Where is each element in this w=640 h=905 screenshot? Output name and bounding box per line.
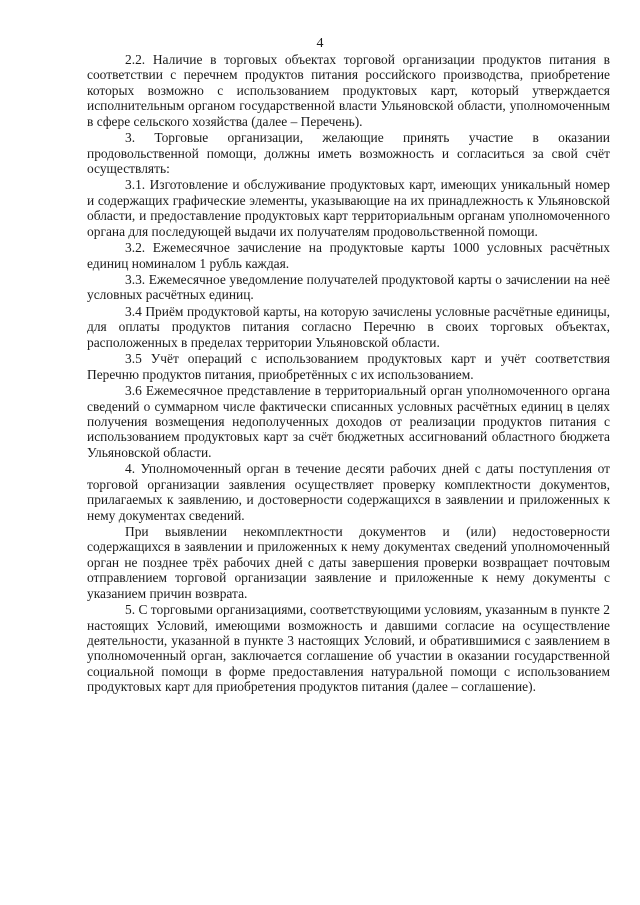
paragraph-3-2: 3.2. Ежемесячное зачисление на продуктовые карты 1000 условных расчётных единиц номиналом 1 рубль каждая. bbox=[87, 240, 610, 271]
paragraph-3-1: 3.1. Изготовление и обслуживание продуктовых карт, имеющих уникальный номер и содержащих графические элементы, указывающие на их принадлежность к Ульяновской области, и предоставление продуктовых карт территориальным органам уполномоченного органа для последующей выдачи их получателям продовольственной помощи. bbox=[87, 177, 610, 239]
paragraph-5: 5. С торговыми организациями, соответствующими условиям, указанным в пункте 2 настоящих Условий, имеющими возможность и давшими согласие на осуществление деятельности, указанной в пункте 3 настоящих Условий, и обратившимися с заявлением в уполномоченный орган, заключается соглашение об участии в оказании государственной социальной помощи в форме предоставления натуральной помощи с использованием продуктовых карт для приобретения продуктов питания (далее – соглашение). bbox=[87, 602, 610, 695]
paragraph-3-4: 3.4 Приём продуктовой карты, на которую зачислены условные расчётные единицы, для оплаты продуктов питания согласно Перечню в своих торговых объектах, расположенных в пределах территории Ульяновской области. bbox=[87, 303, 610, 350]
paragraph-3-3: 3.3. Ежемесячное уведомление получателей продуктовой карты о зачислении на неё условных расчётных единиц. bbox=[87, 272, 610, 303]
paragraph-2-2: 2.2. Наличие в торговых объектах торговой организации продуктов питания в соответствии с перечнем продуктов питания российского производства, приобретение которых возможно с использованием продуктовых карт, который утверждается исполнительным органом государственной власти Ульяновской области, уполномоченным в сфере сельского хозяйства (далее – Перечень). bbox=[87, 52, 610, 129]
page-number: 4 bbox=[316, 36, 324, 51]
paragraph-3-5: 3.5 Учёт операций с использованием продуктовых карт и учёт соответствия Перечню продуктов питания, приобретённых с их использованием. bbox=[87, 351, 610, 382]
paragraph-3: 3. Торговые организации, желающие принять участие в оказании продовольственной помощи, должны иметь возможность и согласиться за свой счёт осуществлять: bbox=[87, 130, 610, 176]
paragraph-4: 4. Уполномоченный орган в течение десяти рабочих дней с даты поступления от торговой организации заявления осуществляет проверку комплектности документов, прилагаемых к заявлению, и достоверности содержащихся в заявлении и приложенных к нему документах сведений. bbox=[87, 461, 610, 523]
paragraph-4-return: При выявлении некомплектности документов и (или) недостоверности содержащихся в заявлении и приложенных к нему документах сведений уполномоченный орган не позднее трёх рабочих дней с даты завершения проверки возвращает почтовым отправлением торговой организации заявление и приложенные к нему документы с указанием причин возврата. bbox=[87, 524, 610, 601]
document-body bbox=[87, 52, 610, 695]
paragraph-3-6: 3.6 Ежемесячное представление в территориальный орган уполномоченного органа сведений о суммарном числе фактически списанных условных расчётных единиц в целях получения возмещения недополученных доходов от реализации продуктов питания с использованием продуктовых карт за счёт бюджетных ассигнований областного бюджета Ульяновской области. bbox=[87, 383, 610, 460]
